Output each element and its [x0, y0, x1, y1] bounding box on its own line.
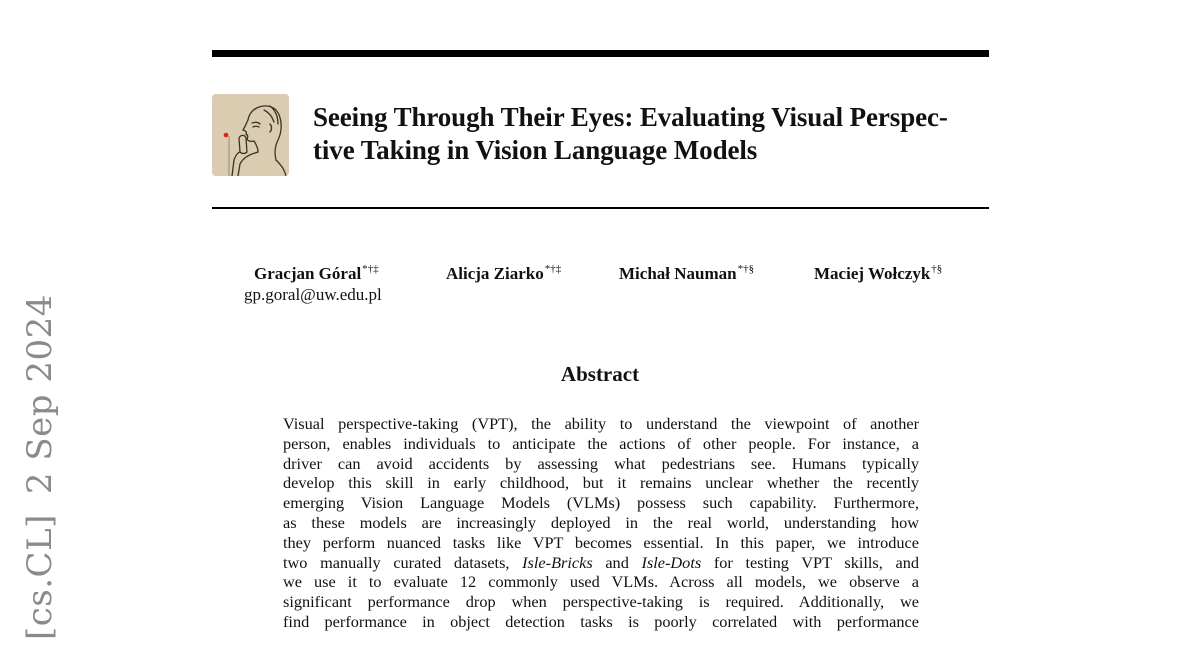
author-name: Maciej Wołczyk	[814, 264, 931, 283]
author-affiliation-marks: *†‡	[544, 263, 562, 275]
abstract-line: find performance in object detection tasks is poorly correlated with performance	[283, 611, 919, 631]
thinking-person-logo-icon	[212, 94, 289, 176]
arxiv-category: [cs.CL]	[20, 514, 60, 640]
author-2	[446, 263, 561, 284]
author-4	[814, 263, 942, 284]
author-affiliation-marks: †§	[931, 263, 943, 275]
paper-title	[313, 101, 1003, 167]
author-name: Michał Nauman	[619, 264, 737, 283]
abstract-text: two manually curated datasets,	[283, 552, 523, 572]
title-line-1: Seeing Through Their Eyes: Evaluating Visual Perspec-	[313, 102, 948, 132]
abstract-line: we use it to evaluate 12 commonly used VLMs. Across all models, we observe a	[283, 572, 919, 592]
abstract-line: driver can avoid accidents by assessing what pedestrians see. Humans typically	[283, 453, 919, 473]
abstract-line: develop this skill in early childhood, but it remains unclear whether the recently	[283, 473, 919, 493]
abstract-line: significant performance drop when perspective-taking is required. Additionally, we	[283, 592, 919, 612]
author-affiliation-marks: *†§	[737, 263, 755, 275]
dataset-name-isle-dots: Isle-Dots	[641, 552, 702, 572]
author-3	[619, 263, 754, 284]
dataset-name-isle-bricks: Isle-Bricks	[522, 552, 593, 572]
arxiv-identifier-stamp	[20, 294, 60, 640]
author-name: Alicja Ziarko	[446, 264, 544, 283]
author-email[interactable]: gp.goral@uw.edu.pl	[244, 285, 382, 304]
abstract-text: and	[592, 552, 642, 572]
abstract-heading: Abstract	[560, 362, 640, 386]
abstract-line: person, enables individuals to anticipate the actions of other people. For instance, a	[283, 433, 919, 453]
abstract-line: emerging Vision Language Models (VLMs) possess such capability. Furthermore,	[283, 493, 919, 513]
author-name: Gracjan Góral	[254, 264, 362, 283]
author-1	[254, 263, 379, 284]
abstract-text: for testing VPT skills, and	[701, 552, 919, 572]
abstract-body	[283, 414, 919, 632]
paper-logo	[212, 94, 289, 176]
title-line-2: tive Taking in Vision Language Models	[313, 135, 758, 165]
title-bottom-rule	[212, 207, 989, 209]
author-affiliation-marks: *†‡	[362, 263, 379, 275]
abstract-line: Visual perspective-taking (VPT), the ability to understand the viewpoint of another	[283, 414, 919, 433]
abstract-line-with-dataset-names	[283, 553, 919, 573]
top-rule	[212, 50, 989, 57]
abstract-line: they perform nuanced tasks like VPT becomes essential. In this paper, we introduce	[283, 532, 919, 552]
arxiv-date: 2 Sep 2024	[20, 294, 60, 495]
abstract-line: as these models are increasingly deployed in the real world, understanding how	[283, 512, 919, 532]
